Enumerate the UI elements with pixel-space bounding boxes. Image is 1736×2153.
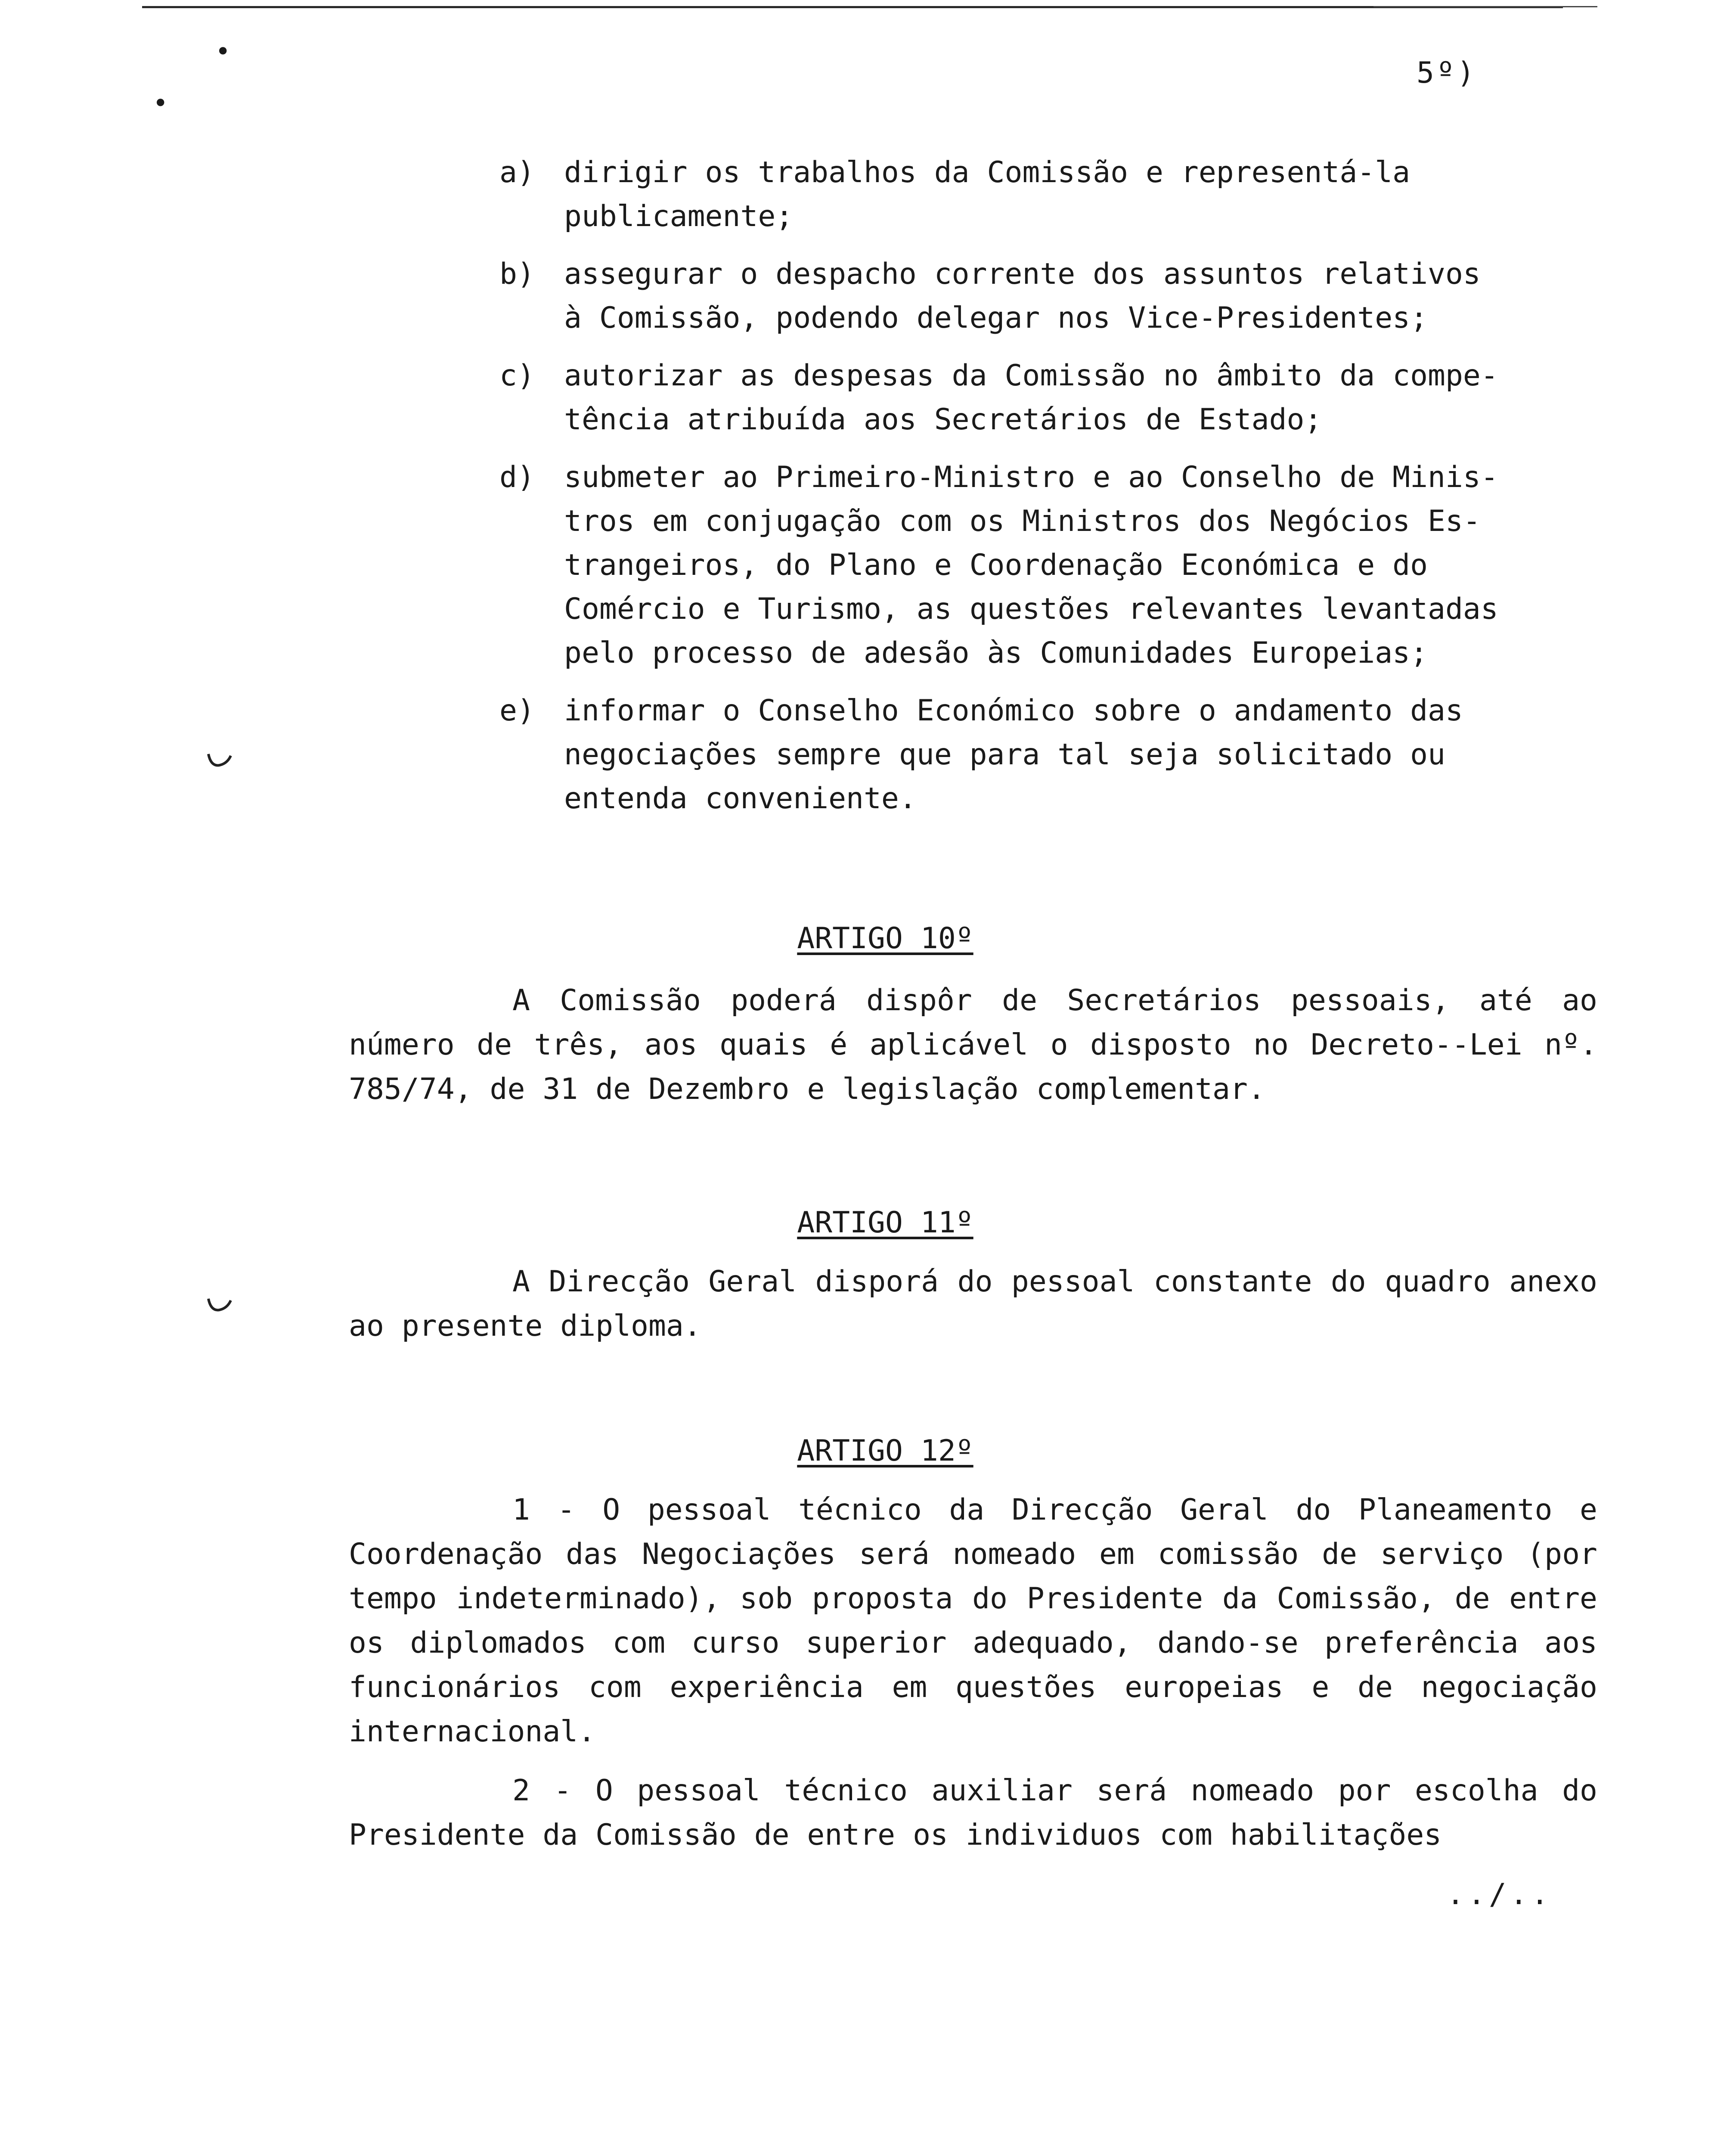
list-item	[499, 151, 1584, 239]
margin-dot: •	[215, 37, 231, 67]
paragraph: A Direcção Geral disporá do pessoal constante do quadro anexo ao presente diploma.	[349, 1265, 1597, 1343]
item-letter: b)	[499, 257, 535, 291]
item-text: informar o Conselho Económico sobre o andamento das negociações sempre que para tal seja solicitado ou entenda conveniente.	[564, 694, 1463, 816]
article-12-heading: ARTIGO 12º	[797, 1434, 973, 1468]
list-item	[499, 456, 1584, 675]
list-item	[499, 689, 1584, 821]
article-10-heading: ARTIGO 10º	[797, 921, 973, 956]
item-letter: d)	[499, 460, 535, 494]
top-border-line-right	[1373, 6, 1597, 7]
article-10-body	[349, 978, 1597, 1126]
item-text: assegurar o despacho corrente dos assuntos relativos à Comissão, podendo delegar nos Vice-Presidentes;	[564, 257, 1481, 335]
margin-check-icon	[207, 751, 232, 769]
paragraph: A Comissão poderá dispôr de Secretários pessoais, até ao número de três, aos quais é aplicável o disposto no Decreto--Lei nº. 785/74, de 31 de Dezembro e legislação complementar.	[349, 983, 1597, 1106]
paragraph: 2 - O pessoal técnico auxiliar será nomeado por escolha do Presidente da Comissão de entre os individuos com habilitações	[349, 1774, 1597, 1852]
top-border-line	[142, 6, 1563, 8]
paragraph: 1 - O pessoal técnico da Direcção Geral do Planeamento e Coordenação das Negociações será nomeado em comissão de serviço (por tempo indeterminado), sob proposta do Presidente da Comissão, de entre os diplomados com curso superior adequado, dando-se preferência aos funcionários com experiência em questões europeias e de negociação internacional.	[349, 1493, 1597, 1749]
list-item	[499, 354, 1584, 442]
margin-dot: •	[153, 88, 168, 118]
item-text: dirigir os trabalhos da Comissão e representá-la publicamente;	[564, 155, 1410, 233]
item-letter: e)	[499, 694, 535, 728]
continuation-mark: ../..	[1447, 1877, 1552, 1911]
article-11-body	[349, 1260, 1597, 1363]
item-letter: c)	[499, 359, 535, 393]
item-list	[499, 151, 1584, 835]
item-text: autorizar as despesas da Comissão no âmbito da compe- tência atribuída aos Secretários de Estado;	[564, 359, 1498, 437]
article-12-body	[349, 1488, 1597, 1872]
item-text: submeter ao Primeiro-Ministro e ao Conselho de Minis- tros em conjugação com os Ministros dos Negócios Es- trangeiros, do Plano e Coordenação Económica e do Comércio e Turismo, as questões relevantes levantadas pelo processo de adesão às Comunidades Europeias;	[564, 460, 1498, 670]
list-item	[499, 252, 1584, 340]
item-letter: a)	[499, 155, 535, 189]
page-number: 5º)	[1417, 56, 1477, 90]
article-11-heading: ARTIGO 11º	[797, 1206, 973, 1240]
margin-check-icon	[207, 1296, 232, 1313]
